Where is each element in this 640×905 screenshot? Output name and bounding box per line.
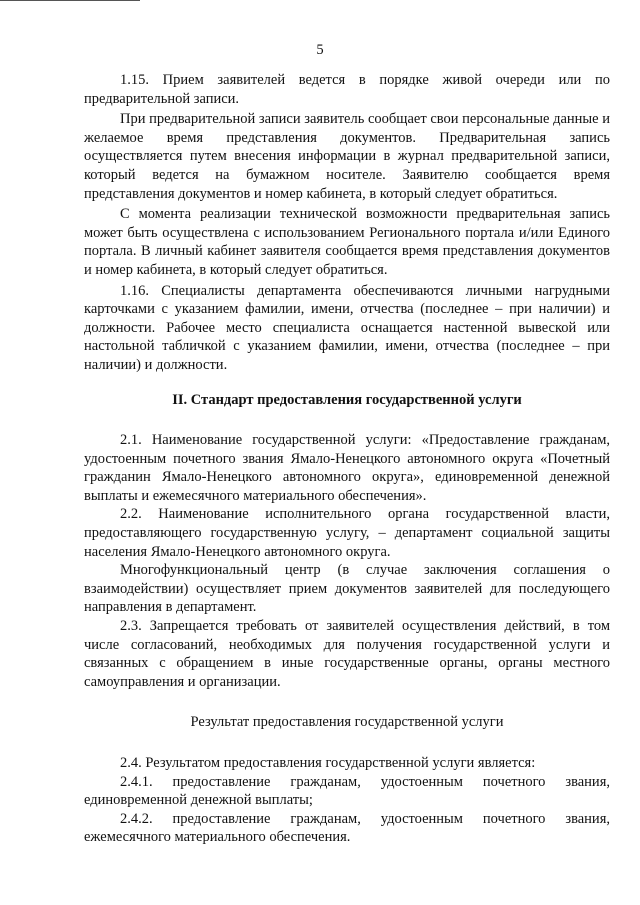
page-number: 5 (316, 42, 324, 58)
paragraph-2-2: 2.2. Наименование исполнительного органа государственной власти, предоставляющего государственную услугу, – департамент социальной защиты населения Ямало-Ненецкого автономного округа. (84, 506, 610, 560)
section-heading: II. Стандарт предоставления государственной услуги (172, 391, 522, 408)
paragraph-1-15: 1.15. Прием заявителей ведется в порядке живой очереди или по предварительной записи. (84, 72, 610, 107)
paragraph-2-4: 2.4. Результатом предоставления государственной услуги является: (120, 755, 536, 771)
subsection-heading: Результат предоставления государственной услуги (190, 714, 504, 731)
document-body (84, 71, 610, 847)
top-rule (0, 0, 140, 1)
paragraph-2-3: 2.3. Запрещается требовать от заявителей осуществления действий, в том числе согласований, необходимых для получения государственной услуги и связанных с обращением в иные государственные органы, органы местного самоуправления и организации. (84, 618, 610, 690)
paragraph-mfc: Многофункциональный центр (в случае заключения соглашения о взаимодействии) осуществляет прием документов заявителей для последующего направления в департамент. (84, 562, 610, 616)
paragraph-1-16: 1.16. Специалисты департамента обеспечиваются личными нагрудными карточками с указанием фамилии, имени, отчества (последнее – при наличии) и должности. Рабочее место специалиста оснащается настенной вывеской или настольной табличкой с указанием фамилии, имени, отчества (последнее – при наличии) и должности. (84, 282, 610, 373)
paragraph-preliminary-registration: При предварительной записи заявитель сообщает свои персональные данные и желаемое время представления документов. Предварительная запись осуществляется путем внесения информации в журнал предварительной записи, который ведется на бумажном носителе. Заявителю сообщается время представления документов и номер кабинета, в который следует обратиться. (84, 111, 610, 202)
paragraph-portal-registration: С момента реализации технической возможности предварительная запись может быть осуществлена с использованием Регионального портала и/или Единого портала. В личный кабинет заявителя сообщается время представления документов и номер кабинета, в который следует обратиться. (84, 206, 610, 278)
paragraph-2-4-2: 2.4.2. предоставление гражданам, удостоенным почетного звания, ежемесячного материального обеспечения. (84, 810, 610, 846)
paragraph-2-1: 2.1. Наименование государственной услуги: «Предоставление гражданам, удостоенным почетного звания Ямало-Ненецкого автономного округа «Почетный гражданин Ямало-Ненецкого автономного округа», единовременной денежной выплаты и ежемесячного материального обеспечения». (84, 432, 610, 504)
paragraph-2-4-1: 2.4.1. предоставление гражданам, удостоенным почетного звания, единовременной денежной выплаты; (84, 773, 610, 809)
